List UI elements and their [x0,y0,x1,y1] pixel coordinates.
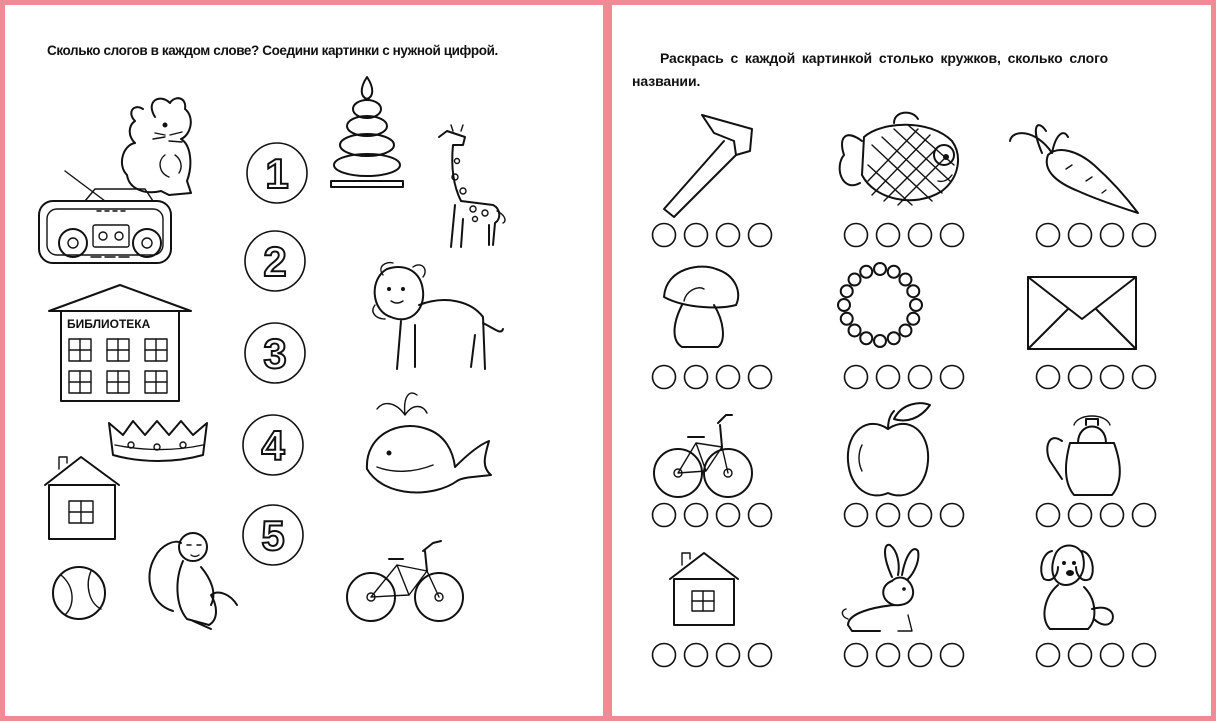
number-circle-1[interactable] [247,143,307,203]
svg-text:1: 1 [265,150,289,197]
syllable-circle[interactable] [845,644,868,667]
syllable-circle[interactable] [1133,504,1156,527]
mushroom-picture[interactable] [664,267,738,347]
syllable-circle[interactable] [685,366,708,389]
apple-picture[interactable] [848,403,930,495]
whale-picture[interactable] [367,393,491,492]
house-picture-2[interactable] [670,553,738,625]
right-instruction-line2: названии. [632,73,701,89]
ball-picture[interactable] [53,567,105,619]
syllable-circle[interactable] [717,366,740,389]
number-circle-3[interactable] [245,323,305,383]
svg-text:3: 3 [263,330,287,377]
syllable-circle[interactable] [909,224,932,247]
beads-picture[interactable] [838,263,922,347]
number-circle-2[interactable] [245,231,305,291]
syllable-circle[interactable] [1037,224,1060,247]
library-sign: БИБЛИОТЕКА [67,317,151,331]
crown-picture[interactable] [109,421,207,461]
carrot-picture[interactable] [1010,125,1138,213]
hammer-picture[interactable] [664,115,752,217]
syllable-circle[interactable] [877,644,900,667]
bead [899,324,911,336]
number-circle-4[interactable] [243,415,303,475]
syllable-circle[interactable] [909,644,932,667]
bicycle-picture[interactable] [347,541,463,621]
syllable-circle[interactable] [685,504,708,527]
syllable-circle[interactable] [845,504,868,527]
syllable-circle[interactable] [1069,644,1092,667]
syllable-circle[interactable] [877,504,900,527]
bead [874,263,886,275]
syllable-circle[interactable] [1101,504,1124,527]
syllable-circle[interactable] [685,644,708,667]
svg-text:4: 4 [261,422,285,469]
puppy-picture[interactable] [1041,546,1113,630]
syllable-circle[interactable] [941,224,964,247]
syllable-circle[interactable] [941,366,964,389]
syllable-circle[interactable] [909,504,932,527]
radio-picture[interactable] [39,171,171,263]
library-picture[interactable] [49,285,191,401]
syllable-circle[interactable] [653,504,676,527]
syllable-circle[interactable] [1037,644,1060,667]
bead [888,332,900,344]
right-instruction-line1: Раскрась с каждой картинкой столько кружков, сколько слого [660,50,1109,66]
syllable-circle[interactable] [1037,504,1060,527]
syllable-circle[interactable] [877,366,900,389]
fish-picture[interactable] [840,113,958,205]
bead [841,313,853,325]
right-illustrations [612,5,1212,716]
syllable-circle[interactable] [749,504,772,527]
syllable-circle[interactable] [653,366,676,389]
bead [907,313,919,325]
syllable-circle[interactable] [845,366,868,389]
bead [841,285,853,297]
rabbit-picture[interactable] [842,545,918,631]
syllable-circle[interactable] [749,644,772,667]
bead [910,299,922,311]
bead [899,274,911,286]
bead [874,335,886,347]
bicycle-picture-2[interactable] [654,415,752,497]
left-instruction: Сколько слогов в каждом слове? Соедини картинки с нужной цифрой. [47,43,498,58]
syllable-circle[interactable] [1101,224,1124,247]
syllable-circle[interactable] [717,504,740,527]
kettle-picture[interactable] [1047,416,1119,495]
bead [860,332,872,344]
syllable-circle[interactable] [1037,366,1060,389]
syllable-circle[interactable] [877,224,900,247]
squirrel-picture[interactable] [122,98,191,195]
syllable-circle[interactable] [717,644,740,667]
bead [907,285,919,297]
house-picture[interactable] [45,457,119,539]
syllable-circle[interactable] [845,224,868,247]
pyramid-toy-picture[interactable] [331,77,403,187]
bead [838,299,850,311]
bead [849,324,861,336]
giraffe-picture[interactable] [439,125,505,247]
syllable-circle[interactable] [653,224,676,247]
lion-picture[interactable] [373,263,503,369]
syllable-circle[interactable] [1101,644,1124,667]
syllable-circle[interactable] [685,224,708,247]
bead [849,274,861,286]
svg-text:5: 5 [261,512,285,559]
bead [888,266,900,278]
right-worksheet-page [608,0,1216,721]
number-circle-5[interactable] [243,505,303,565]
syllable-circle[interactable] [1133,644,1156,667]
syllable-circle[interactable] [941,504,964,527]
syllable-circle[interactable] [1101,366,1124,389]
left-illustrations [5,5,605,716]
bead [860,266,872,278]
envelope-picture[interactable] [1028,277,1136,349]
syllable-circle[interactable] [1069,366,1092,389]
syllable-circle[interactable] [1069,504,1092,527]
syllable-circle[interactable] [653,644,676,667]
syllable-circle[interactable] [1069,224,1092,247]
syllable-circle[interactable] [717,224,740,247]
syllable-circle[interactable] [749,224,772,247]
syllable-circle[interactable] [909,366,932,389]
svg-text:2: 2 [263,238,287,285]
syllable-circle[interactable] [941,644,964,667]
monkey-picture[interactable] [149,533,237,629]
syllable-circles [653,224,1156,667]
syllable-circle[interactable] [1133,224,1156,247]
syllable-circle[interactable] [1133,366,1156,389]
syllable-circle[interactable] [749,366,772,389]
